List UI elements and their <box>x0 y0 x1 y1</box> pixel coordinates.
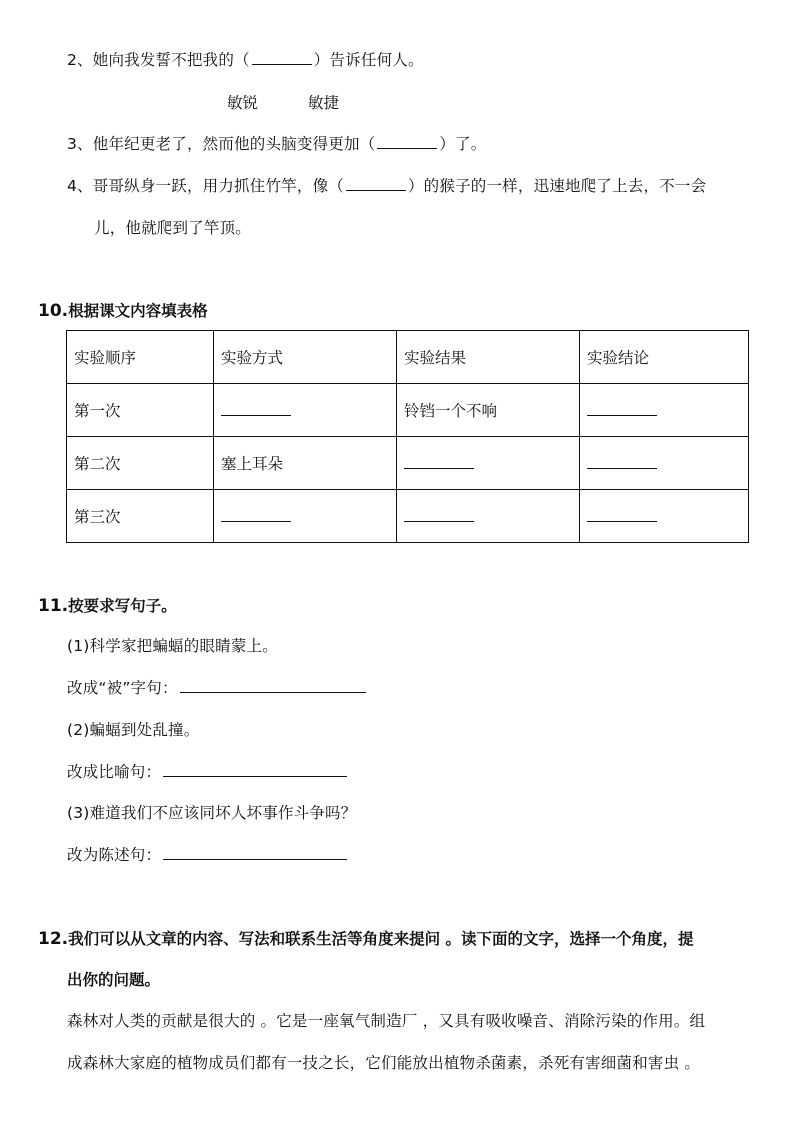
option-word-2: 敏捷 <box>308 94 340 112</box>
header-cell-conclusion: 实验结论 <box>580 331 749 384</box>
cell-method-blank[interactable] <box>214 384 397 437</box>
table-header-row <box>67 331 749 384</box>
q9-word-options <box>227 92 339 114</box>
q12-heading <box>38 928 694 950</box>
q11-prompt-3-label: 改为陈述句： <box>67 846 162 864</box>
q11-sentence-2: (2)蝙蝠到处乱撞。 <box>67 721 200 739</box>
q11-sentence-1: (1)科学家把蝙蝠的眼睛蒙上。 <box>67 637 278 655</box>
q9-item-4-line2: 儿，他就爬到了竿顶。 <box>94 219 252 237</box>
table-row <box>67 384 749 437</box>
answer-blank[interactable] <box>587 507 657 522</box>
answer-blank[interactable] <box>404 507 474 522</box>
q9-item-3-blank[interactable] <box>377 134 437 149</box>
q9-item-4-blank[interactable] <box>346 176 406 191</box>
q9-item-2 <box>67 49 424 71</box>
q11-answer-2-blank[interactable] <box>163 762 347 777</box>
q11-number: 11. <box>38 596 69 616</box>
table-row <box>67 490 749 543</box>
q11-prompt-2 <box>67 761 349 783</box>
q11-title: 按要求写句子。 <box>68 597 177 615</box>
cell-conclusion-blank[interactable] <box>580 437 749 490</box>
answer-blank[interactable] <box>221 401 291 416</box>
answer-blank[interactable] <box>221 507 291 522</box>
q9-item-2-prefix: 2、她向我发誓不把我的（ <box>67 51 250 69</box>
cell-conclusion-blank[interactable] <box>580 490 749 543</box>
header-cell-order: 实验顺序 <box>67 331 214 384</box>
q12-passage-line-1: 森林对人类的贡献是很大的 。它是一座氧气制造厂 ，又具有吸收噪音、消除污染的作用。组 <box>67 1012 706 1030</box>
q12-title-line-1: 我们可以从文章的内容、写法和联系生活等角度来提问 。读下面的文字，选择一个角度，提 <box>68 930 694 948</box>
q12-title-line-2: 出你的问题。 <box>67 971 161 989</box>
q11-sentence-3: (3)难道我们不应该同坏人坏事作斗争吗？ <box>67 804 357 822</box>
header-cell-method: 实验方式 <box>214 331 397 384</box>
experiment-table <box>66 330 749 543</box>
q11-prompt-2-label: 改成比喻句： <box>67 763 162 781</box>
answer-blank[interactable] <box>587 401 657 416</box>
q9-item-4-prefix: 4、哥哥纵身一跃，用力抓住竹竿，像（ <box>67 177 344 195</box>
cell-order: 第二次 <box>67 437 214 490</box>
table-row <box>67 437 749 490</box>
q12-passage-line-2: 成森林大家庭的植物成员们都有一技之长，它们能放出植物杀菌素，杀死有害细菌和害虫 。 <box>67 1054 701 1072</box>
answer-blank[interactable] <box>587 454 657 469</box>
q9-item-3-prefix: 3、他年纪更老了，然而他的头脑变得更加（ <box>67 135 376 153</box>
q11-heading <box>38 595 177 617</box>
q9-item-3-suffix: ）了。 <box>439 135 487 153</box>
q9-item-2-blank[interactable] <box>252 50 312 65</box>
q11-prompt-1 <box>67 677 368 699</box>
q11-prompt-3 <box>67 844 349 866</box>
q10-heading <box>38 300 208 322</box>
cell-conclusion-blank[interactable] <box>580 384 749 437</box>
q12-number: 12. <box>38 929 69 949</box>
q11-prompt-1-label: 改成“被”字句： <box>67 679 178 697</box>
q9-item-2-suffix: ）告诉任何人。 <box>313 51 424 69</box>
cell-result: 铃铛一个不响 <box>397 384 580 437</box>
q9-item-4 <box>67 175 706 197</box>
q10-title: 根据课文内容填表格 <box>68 302 208 320</box>
cell-order: 第一次 <box>67 384 214 437</box>
cell-result-blank[interactable] <box>397 437 580 490</box>
cell-method-blank[interactable] <box>214 490 397 543</box>
q10-number: 10. <box>38 301 69 321</box>
option-word-1: 敏锐 <box>227 94 259 112</box>
q9-item-4-suffix: ）的猴子的一样，迅速地爬了上去，不一会 <box>407 177 707 195</box>
q11-answer-3-blank[interactable] <box>163 845 347 860</box>
cell-method: 塞上耳朵 <box>214 437 397 490</box>
answer-blank[interactable] <box>404 454 474 469</box>
cell-order: 第三次 <box>67 490 214 543</box>
cell-result-blank[interactable] <box>397 490 580 543</box>
q11-answer-1-blank[interactable] <box>180 678 366 693</box>
header-cell-result: 实验结果 <box>397 331 580 384</box>
q9-item-3 <box>67 133 486 155</box>
